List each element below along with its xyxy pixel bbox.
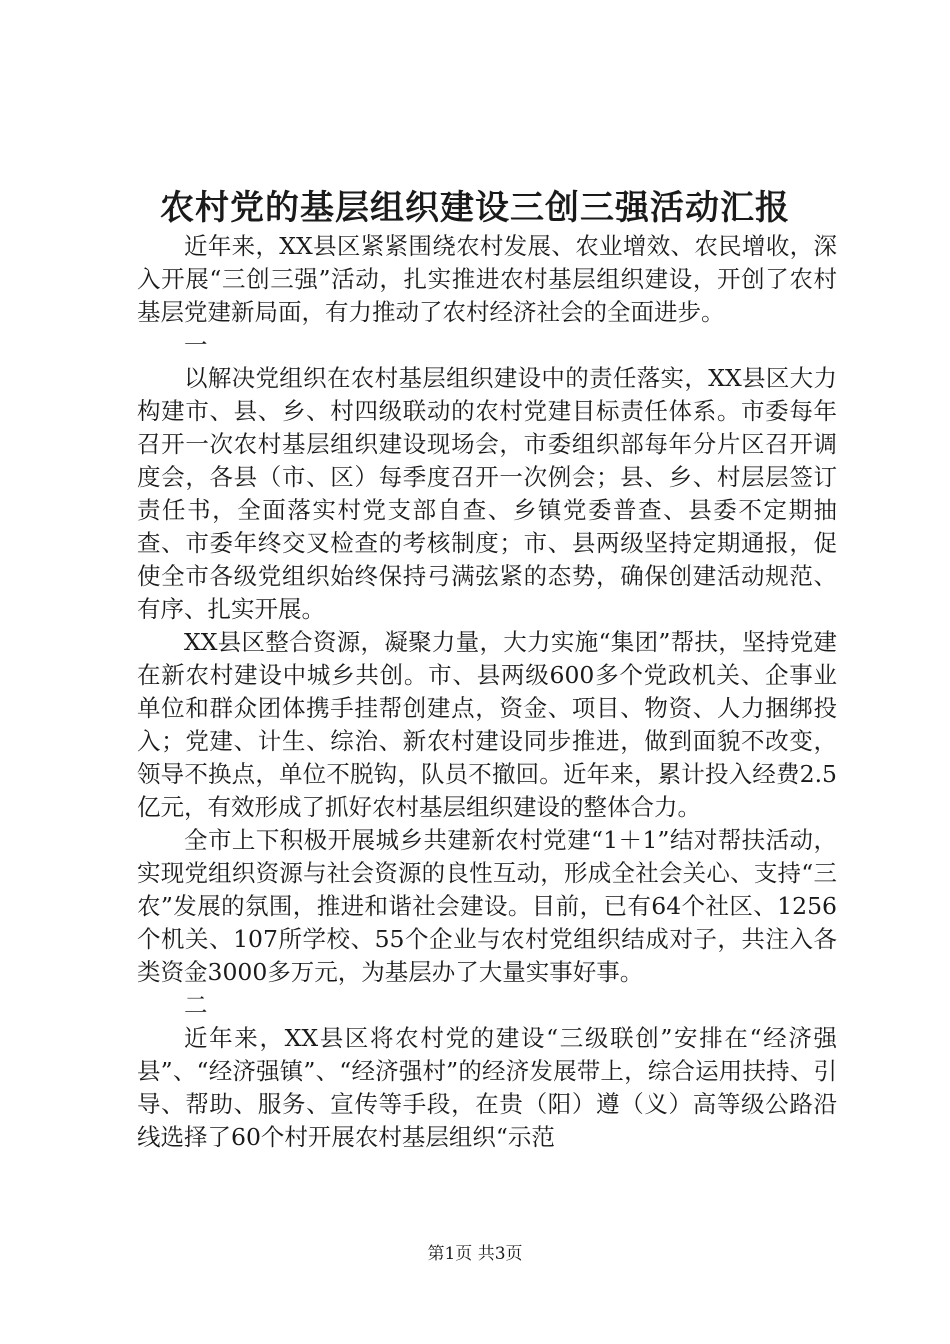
document-body	[137, 230, 837, 1154]
section-heading: 二	[184, 991, 208, 1019]
paragraph: 近年来，XX县区将农村党的建设“三级联创”安排在“经济强县”、“经济强镇”、“经济强村”的经济发展带上，综合运用扶持、引导、帮助、服务、宣传等手段，在贵（阳）遵（义）高等级公路沿线选择了60个村开展农村基层组织“示范	[137, 1024, 837, 1151]
paragraph: XX县区整合资源，凝聚力量，大力实施“集团”帮扶，坚持党建在新农村建设中城乡共创。市、县两级600多个党政机关、企事业单位和群众团体携手挂帮创建点，资金、项目、物资、人力捆绑投入；党建、计生、综治、新农村建设同步推进，做到面貌不改变，领导不换点，单位不脱钩，队员不撤回。近年来，累计投入经费2.5亿元，有效形成了抓好农村基层组织建设的整体合力。	[137, 628, 837, 821]
document-title: 农村党的基层组织建设三创三强活动汇报	[160, 188, 790, 228]
paragraph: 全市上下积极开展城乡共建新农村党建“1＋1”结对帮扶活动，实现党组织资源与社会资源的良性互动，形成全社会关心、支持“三农”发展的氛围，推进和谐社会建设。目前，已有64个社区、1256个机关、107所学校、55个企业与农村党组织结成对子，共注入各类资金3000多万元，为基层办了大量实事好事。	[137, 826, 837, 986]
section-heading: 一	[184, 331, 208, 359]
paragraph: 以解决党组织在农村基层组织建设中的责任落实，XX县区大力构建市、县、乡、村四级联动的农村党建目标责任体系。市委每年召开一次农村基层组织建设现场会，市委组织部每年分片区召开调度会，各县（市、区）每季度召开一次例会；县、乡、村层层签订责任书，全面落实村党支部自查、乡镇党委普查、县委不定期抽查、市委年终交叉检查的考核制度；市、县两级坚持定期通报，促使全市各级党组织始终保持弓满弦紧的态势，确保创建活动规范、有序、扎实开展。	[137, 364, 837, 623]
page-footer: 第1页 共3页	[427, 1244, 523, 1264]
paragraph: 近年来，XX县区紧紧围绕农村发展、农业增效、农民增收，深入开展“三创三强”活动，扎实推进农村基层组织建设，开创了农村基层党建新局面，有力推动了农村经济社会的全面进步。	[137, 232, 837, 326]
